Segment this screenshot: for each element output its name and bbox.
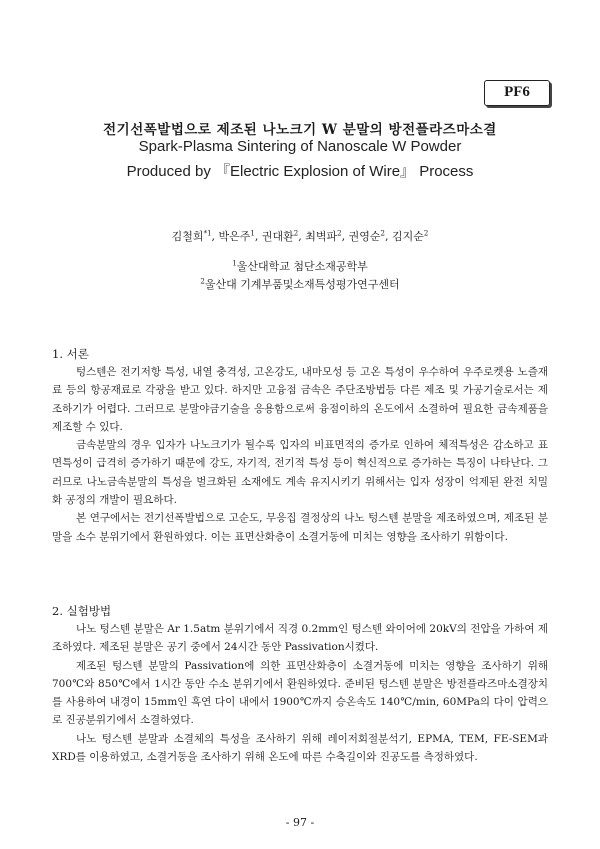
affiliation: $^2$울산대 기계부품및소재특성평가연구센터 bbox=[200, 277, 400, 291]
paragraph: 금속분말의 경우 입자가 나노크기가 될수록 입자의 비표면적의 증가로 인하여 체적특성은 감소하고 표면특성이 급격히 증가하기 때문에 강도, 자기적, 전기적 특성 등이 혁신적으로 증가하는 특징이 나타난다. 그러므로 나노금속분말의 특성을 벌크화된 소재에도 계속 유지시키기 위해서는 입자 성장이 억제된 완전 치밀화 공정의 개발이 필요하다. bbox=[52, 439, 548, 507]
author-list bbox=[0, 228, 600, 244]
paragraph: 나노 텅스텐 분말은 Ar 1.5atm 분위기에서 직경 0.2mm인 텅스텐 와이어에 20kV의 전압을 가하여 제조하였다. 제조된 분말은 공기 중에서 24시간 동안 Passivation시켰다. bbox=[52, 623, 548, 654]
paragraph: 텅스텐은 전기저항 특성, 내열 충격성, 고온강도, 내마모성 등 고온 특성이 우수하여 우주로켓용 노즐재료 등의 항공재료로 각광을 받고 있다. 하지만 고융점 금속은 주단조방법등 다른 제조 및 가공기술로서는 제조하기가 어렵다. 그러므로 분말야금기술을 응용함으로써 융점이하의 온도에서 소결하여 필요한 금속제품을 제조할 수 있다. bbox=[52, 366, 548, 433]
section-body-introduction bbox=[52, 363, 548, 546]
section-body-methods bbox=[52, 620, 548, 766]
author: 권대환$^2$, bbox=[261, 229, 306, 243]
author: 박은주$^1$, bbox=[218, 229, 262, 243]
author: 최벽파$^2$, bbox=[305, 229, 349, 243]
section-heading-methods: 2. 실험방법 bbox=[52, 604, 112, 618]
paper-code-badge: PF6 bbox=[484, 80, 550, 106]
affiliation: $^1$울산대학교 첨단소재공학부 bbox=[232, 259, 368, 273]
english-title-line2: Produced by 『Electric Explosion of Wire』 Process bbox=[126, 163, 474, 180]
korean-title: 전기선폭발법으로 제조된 나노크기 W 분말의 방전플라즈마소결 bbox=[103, 122, 497, 138]
paragraph: 나노 텅스텐 분말과 소결체의 특성을 조사하기 위해 레이저회절분석기, EPMA, TEM, FE-SEM과 XRD를 이용하였고, 소결거동을 조사하기 위해 온도에 따른 수축길이와 진공도를 측정하였다. bbox=[52, 732, 548, 764]
page-number: - 97 - bbox=[285, 816, 315, 829]
english-title-line1: Spark-Plasma Sintering of Nanoscale W Powder bbox=[138, 138, 462, 155]
author: 김지순$^2$ bbox=[391, 229, 429, 243]
author: 김철희$^{*1}$, bbox=[171, 229, 219, 243]
paragraph: 제조된 텅스텐 분말의 Passivation에 의한 표면산화층이 소결거동에 미치는 영향을 조사하기 위해 700℃와 850℃에서 1시간 동안 수소 분위기에서 환원하였다. 준비된 텅스텐 분말은 방전플라즈마소결장치를 사용하여 내경이 15mm인 흑연 다이 내에서 1900℃까지 승온속도 140℃/min, 60MPa의 다이 압력으로 진공분위기에서 소결하였다. bbox=[52, 659, 548, 727]
paragraph: 본 연구에서는 전기선폭발법으로 고순도, 무응집 결정상의 나노 텅스텐 분말을 제조하였으며, 제조된 분말을 소수 분위기에서 환원하였다. 이는 표면산화층이 소결거동에 미치는 영향을 조사하기 위함이다. bbox=[52, 512, 548, 543]
author: 권영순$^2$, bbox=[348, 229, 392, 243]
section-heading-introduction: 1. 서론 bbox=[52, 347, 89, 361]
